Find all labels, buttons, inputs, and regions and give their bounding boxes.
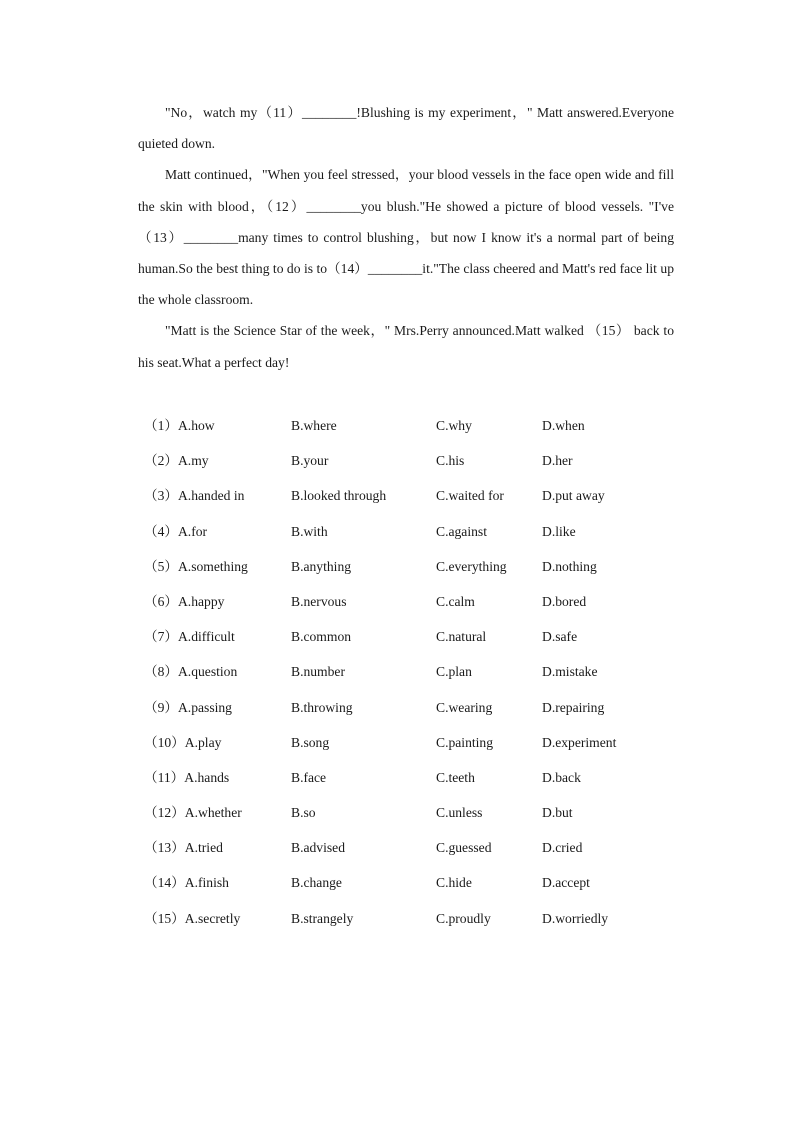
option-d: D.mistake bbox=[542, 664, 598, 680]
option-d: D.her bbox=[542, 453, 573, 469]
option-row bbox=[144, 657, 704, 692]
option-row bbox=[144, 622, 704, 657]
option-row bbox=[144, 481, 704, 516]
option-b: B.change bbox=[291, 875, 342, 891]
option-b: B.advised bbox=[291, 840, 345, 856]
option-c: C.proudly bbox=[436, 910, 491, 926]
option-c: C.waited for bbox=[436, 488, 504, 504]
paragraph-3: "Matt is the Science Star of the week，" Mrs.Perry announced.Matt walked （15） back to his seat.What a perfect day! bbox=[138, 323, 674, 370]
option-b: B.song bbox=[291, 734, 330, 750]
option-b: B.nervous bbox=[291, 593, 347, 609]
option-b: B.your bbox=[291, 453, 329, 469]
option-d: D.bored bbox=[542, 593, 587, 609]
option-row bbox=[144, 446, 704, 481]
option-a: （4）A.for bbox=[144, 523, 208, 539]
option-row bbox=[144, 904, 704, 939]
option-c: C.calm bbox=[436, 593, 475, 609]
option-c: C.teeth bbox=[436, 769, 475, 785]
option-a: （2）A.my bbox=[144, 453, 209, 469]
option-b: B.strangely bbox=[291, 910, 354, 926]
option-a: （9）A.passing bbox=[144, 699, 232, 715]
option-c: C.everything bbox=[436, 558, 507, 574]
option-b: B.throwing bbox=[291, 699, 353, 715]
option-a: （6）A.happy bbox=[144, 593, 225, 609]
option-a: （13）A.tried bbox=[144, 840, 223, 856]
option-row bbox=[144, 728, 704, 763]
option-c: C.guessed bbox=[436, 840, 492, 856]
option-a: （7）A.difficult bbox=[144, 629, 235, 645]
option-b: B.looked through bbox=[291, 488, 387, 504]
option-row bbox=[144, 411, 704, 446]
option-d: D.cried bbox=[542, 840, 583, 856]
option-row bbox=[144, 868, 704, 903]
option-b: B.common bbox=[291, 629, 352, 645]
option-d: D.but bbox=[542, 805, 573, 821]
option-d: D.accept bbox=[542, 875, 590, 891]
option-row bbox=[144, 693, 704, 728]
option-row bbox=[144, 798, 704, 833]
option-d: D.safe bbox=[542, 629, 578, 645]
option-d: D.worriedly bbox=[542, 910, 609, 926]
option-d: D.nothing bbox=[542, 558, 597, 574]
paragraph-2: Matt continued，"When you feel stressed，your blood vessels in the face open wide and fill the skin with blood，（12）________you blush."He showed a picture of blood vessels. "I've（13）________many times to control blushing，but now I know it's a normal part of being human.So the best thing to do is to（14）________it."The class cheered and Matt's red face lit up the whole classroom. bbox=[138, 167, 674, 308]
option-a: （12）A.whether bbox=[144, 805, 242, 821]
option-b: B.so bbox=[291, 805, 316, 821]
option-a: （14）A.finish bbox=[144, 875, 229, 891]
option-row bbox=[144, 587, 704, 622]
option-row bbox=[144, 833, 704, 868]
option-d: D.put away bbox=[542, 488, 605, 504]
answer-options bbox=[144, 411, 704, 939]
option-row bbox=[144, 517, 704, 552]
option-a: （5）A.something bbox=[144, 558, 248, 574]
option-d: D.repairing bbox=[542, 699, 605, 715]
option-a: （8）A.question bbox=[144, 664, 238, 680]
option-d: D.back bbox=[542, 769, 581, 785]
paragraph-1: "No，watch my（11）________!Blushing is my experiment，" Matt answered.Everyone quieted down. bbox=[138, 105, 674, 152]
option-b: B.where bbox=[291, 418, 337, 433]
option-d: D.experiment bbox=[542, 734, 617, 750]
option-row bbox=[144, 763, 704, 798]
option-c: C.why bbox=[436, 418, 472, 433]
option-b: B.number bbox=[291, 664, 345, 680]
option-a: （15）A.secretly bbox=[144, 910, 241, 926]
option-c: C.plan bbox=[436, 664, 472, 680]
option-a: （1）A.how bbox=[144, 418, 215, 433]
option-c: C.hide bbox=[436, 875, 472, 891]
option-c: C.wearing bbox=[436, 699, 493, 715]
option-d: D.when bbox=[542, 418, 585, 433]
option-a: （11）A.hands bbox=[144, 769, 230, 785]
reading-passage bbox=[138, 97, 674, 378]
option-row bbox=[144, 552, 704, 587]
option-b: B.face bbox=[291, 769, 327, 785]
option-c: C.natural bbox=[436, 629, 487, 645]
option-a: （3）A.handed in bbox=[144, 488, 245, 504]
option-b: B.with bbox=[291, 523, 328, 539]
option-d: D.like bbox=[542, 523, 576, 539]
option-c: C.his bbox=[436, 453, 465, 469]
option-a: （10）A.play bbox=[144, 734, 222, 750]
option-c: C.against bbox=[436, 523, 487, 539]
option-c: C.painting bbox=[436, 734, 494, 750]
option-c: C.unless bbox=[436, 805, 483, 821]
option-b: B.anything bbox=[291, 558, 352, 574]
